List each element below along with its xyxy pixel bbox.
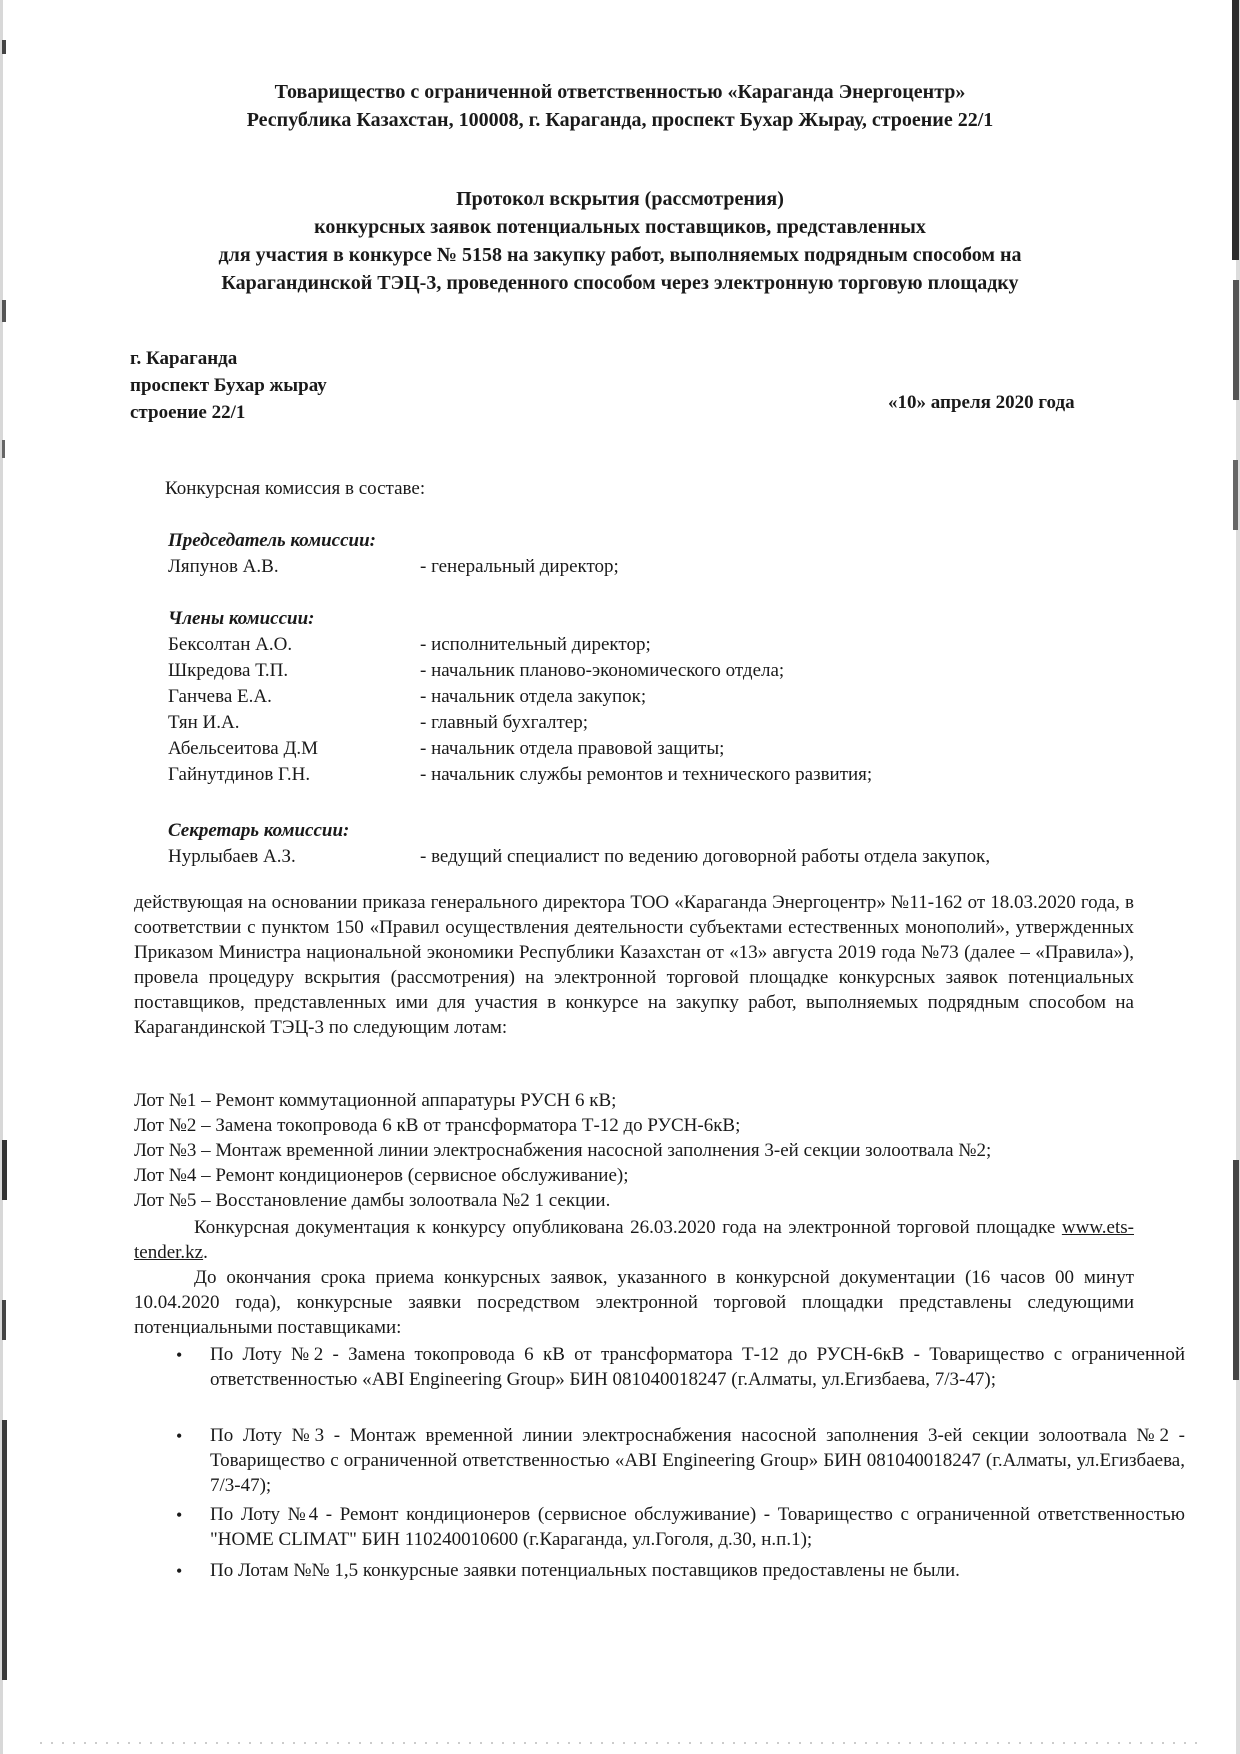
bullet-icon: • [176, 1426, 183, 1446]
company-name: Товарищество с ограниченной ответственностью «Караганда Энергоцентр» [274, 81, 966, 103]
commission-intro: Конкурсная комиссия в составе: [165, 478, 426, 499]
chairman-role: - генеральный директор; [420, 556, 619, 577]
member-name: Тян И.А. [168, 712, 240, 733]
protocol-title-line2: конкурсных заявок потенциальных поставщиков, представленных [314, 216, 926, 238]
bid-item: По Лотам №№ 1,5 конкурсные заявки потенциальных поставщиков предоставлены не были. [210, 1560, 960, 1581]
bullet-icon: • [176, 1561, 183, 1581]
company-address: Республика Казахстан, 100008, г. Караганда, проспект Бухар Жырау, строение 22/1 [246, 109, 994, 131]
secretary-label: Секретарь комиссии: [168, 820, 350, 841]
member-role: - главный бухгалтер; [420, 712, 588, 733]
place-building: строение 22/1 [130, 402, 246, 423]
place-street: проспект Бухар жырау [130, 375, 327, 396]
publication-site-link[interactable]: www.ets-tender.kz [134, 1217, 1134, 1263]
member-name: Ганчева Е.А. [168, 686, 272, 707]
protocol-title-line4: Карагандинской ТЭЦ-3, проведенного способом через электронную торговую площадку [221, 272, 1019, 294]
secretary-name: Нурлыбаев А.З. [168, 846, 296, 867]
protocol-title: Протокол вскрытия (рассмотрения) [456, 188, 784, 210]
chairman-name: Ляпунов А.В. [168, 556, 279, 577]
lot-item: Лот №3 – Монтаж временной линии электроснабжения насосной заполнения 3-ей секции золоотвала №2; [134, 1140, 992, 1161]
bid-item: По Лоту №4 - Ремонт кондиционеров (сервисное обслуживание) - Товарищество с ограниченной ответственностью "HOME CLIMAT" БИН 110240010600 (г.Караганда, ул.Гоголя, д.30, н.п.1); [210, 1504, 1185, 1550]
member-role: - начальник планово-экономического отдела; [420, 660, 785, 681]
chairman-label: Председатель комиссии: [168, 530, 376, 551]
publication-period: . [203, 1242, 208, 1263]
protocol-title-line3: для участия в конкурсе № 5158 на закупку работ, выполняемых подрядным способом на [218, 244, 1022, 266]
member-name: Абельсеитова Д.М [168, 738, 319, 759]
member-name: Гайнутдинов Г.Н. [168, 764, 311, 785]
member-role: - начальник отдела закупок; [420, 686, 647, 707]
place-city: г. Караганда [130, 348, 238, 369]
member-name: Шкредова Т.П. [168, 660, 289, 681]
bid-item: По Лоту №3 - Монтаж временной линии электроснабжения насосной заполнения 3-ей секции золоотвала №2 - Товарищество с ограниченной ответственностью «ABI Engineering Group» БИН 081040018247 (г.Алматы, ул.Егизбаева, 7/3-47); [210, 1425, 1185, 1496]
member-role: - начальник отдела правовой защиты; [420, 738, 725, 759]
members-label: Члены комиссии: [168, 608, 315, 629]
member-role: - исполнительный директор; [420, 634, 651, 655]
publication-text: Конкурсная документация к конкурсу опубликована 26.03.2020 года на электронной торговой площадке [194, 1217, 1056, 1238]
scan-bottom-noise [40, 1740, 1200, 1746]
deadline-paragraph: До окончания срока приема конкурсных заявок, указанного в конкурсной документации (16 часов 00 минут 10.04.2020 года), конкурсные заявки посредством электронной торговой площадки представлены следующими потенциальными поставщиками: [134, 1267, 1134, 1338]
lot-item: Лот №4 – Ремонт кондиционеров (сервисное обслуживание); [134, 1165, 629, 1186]
publication-paragraph [134, 1215, 1134, 1265]
lot-item: Лот №2 – Замена токопровода 6 кВ от трансформатора Т-12 до РУСН-6кВ; [134, 1115, 741, 1136]
member-name: Бексолтан А.О. [168, 634, 293, 655]
bid-item: По Лоту №2 - Замена токопровода 6 кВ от трансформатора Т-12 до РУСН-6кВ - Товарищество с ограниченной ответственностью «ABI Engineering Group» БИН 081040018247 (г.Алматы, ул.Егизбаева, 7/3-47); [210, 1344, 1185, 1390]
bullet-icon: • [176, 1505, 183, 1525]
member-role: - начальник службы ремонтов и технического развития; [420, 764, 873, 785]
secretary-role: - ведущий специалист по ведению договорной работы отдела закупок, [420, 846, 991, 867]
lot-item: Лот №5 – Восстановление дамбы золоотвала №2 1 секции. [134, 1190, 611, 1211]
protocol-date: «10» апреля 2020 года [888, 392, 1075, 413]
lot-item: Лот №1 – Ремонт коммутационной аппаратуры РУСН 6 кВ; [134, 1090, 617, 1111]
body-paragraph: действующая на основании приказа генерального директора ТОО «Караганда Энергоцентр» №11-162 от 18.03.2020 года, в соответствии с пунктом 150 «Правил осуществления деятельности субъектами естественных монополий», утвержденных Приказом Министра национальной экономики Республики Казахстан от «13» августа 2019 года №73 (далее – «Правила»), провела процедуру вскрытия (рассмотрения) на электронной торговой площадке конкурсных заявок потенциальных поставщиков, представленных ими для участия в конкурсе на закупку работ, выполняемых подрядным способом на Карагандинской ТЭЦ-3 по следующим лотам: [134, 892, 1134, 1038]
bullet-icon: • [176, 1345, 183, 1365]
